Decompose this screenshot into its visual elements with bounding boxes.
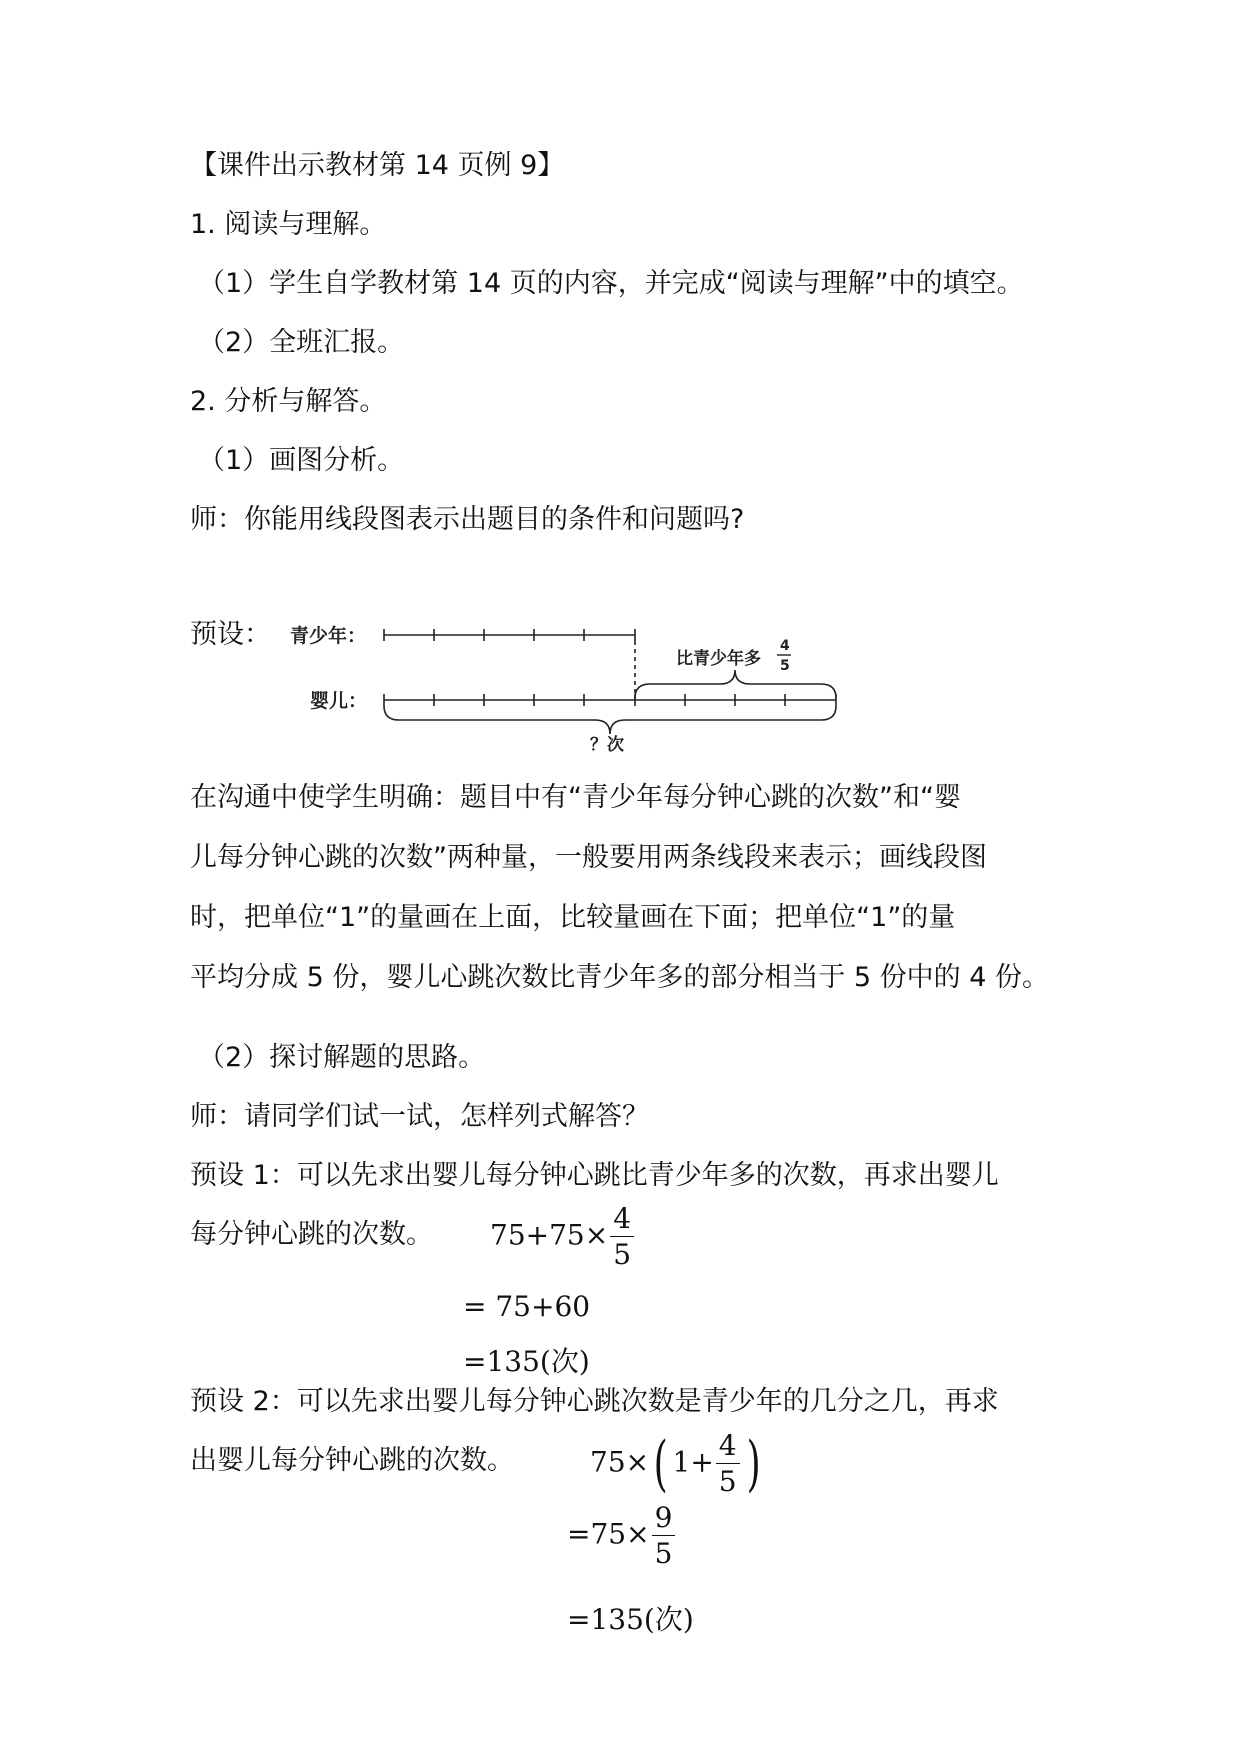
teacher-question-1: 师：你能用线段图表示出题目的条件和问题吗?: [190, 504, 745, 535]
calc2-fraction: [716, 1429, 740, 1498]
calc1-frac-den: 5: [613, 1238, 632, 1271]
total-brace: [384, 706, 836, 734]
calc2-inner: 1+: [672, 1445, 714, 1479]
calc2-line3: =135(次): [567, 1603, 694, 1636]
total-label: ？次: [590, 735, 624, 755]
lesson-header: 【课件出示教材第 14 页例 9】: [190, 150, 565, 181]
explanation-line: 时，把单位“1”的量画在上面，比较量画在下面；把单位“1”的量: [190, 902, 956, 933]
calc2-frac-den: 5: [718, 1465, 737, 1498]
calc1-expression: 75+75×: [490, 1218, 609, 1252]
calc2-frac2-den: 5: [654, 1537, 673, 1570]
calc2-paren-close: ): [746, 1429, 761, 1499]
section-2-item-2: （2）探讨解题的思路。: [198, 1042, 486, 1073]
extra-brace: [635, 670, 836, 698]
section-1-item-1: （1）学生自学教材第 14 页的内容，并完成“阅读与理解”中的填空。: [198, 268, 1024, 299]
explanation-line: 儿每分钟心跳的次数”两种量，一般要用两条线段来表示；画线段图: [190, 842, 987, 873]
calc2-line1: [590, 1429, 765, 1499]
preset-1-line-2: 每分钟心跳的次数。: [190, 1219, 433, 1250]
section-1-title: 1. 阅读与理解。: [190, 209, 387, 240]
calc2-frac2-num: 9: [652, 1504, 676, 1536]
preset-2-line-2: 出婴儿每分钟心跳的次数。: [190, 1445, 514, 1476]
preset-1-line-1: 预设 1：可以先求出婴儿每分钟心跳比青少年多的次数，再求出婴儿: [190, 1160, 999, 1191]
preset-2-line-1: 预设 2：可以先求出婴儿每分钟心跳次数是青少年的几分之几，再求: [190, 1386, 999, 1417]
calc1-line1: [490, 1202, 636, 1271]
section-2-item-1: （1）画图分析。: [198, 445, 405, 476]
calc1-line3: =135(次): [463, 1345, 590, 1378]
preset-label: 预设：: [190, 619, 271, 650]
baby-label: 婴儿：: [310, 690, 368, 712]
section-2-title: 2. 分析与解答。: [190, 386, 387, 417]
explanation-line: 在沟通中使学生明确：题目中有“青少年每分钟心跳的次数”和“婴: [190, 782, 961, 813]
more-frac-num: 4: [780, 638, 790, 654]
calc2-expression-2: =75×: [567, 1517, 650, 1551]
calc1-frac-num: 4: [610, 1205, 634, 1237]
line-segment-diagram: [280, 600, 860, 760]
section-1-item-2: （2）全班汇报。: [198, 327, 405, 358]
calc2-line2: [567, 1501, 677, 1570]
calc2-fraction-2: [652, 1501, 676, 1570]
calc1-line2: = 75+60: [463, 1290, 591, 1323]
calc2-frac-num: 4: [716, 1432, 740, 1464]
calc1-fraction: [610, 1202, 634, 1271]
teacher-question-2: 师：请同学们试一试，怎样列式解答？: [190, 1101, 649, 1132]
explanation-paragraph: [190, 768, 1070, 1008]
calc2-paren-open: (: [653, 1429, 668, 1499]
explanation-line: 平均分成 5 份，婴儿心跳次数比青少年多的部分相当于 5 份中的 4 份。: [190, 962, 1050, 993]
more-frac-den: 5: [780, 658, 790, 674]
more-label: 比青少年多: [676, 649, 761, 669]
calc2-expression: 75×: [590, 1445, 650, 1479]
teen-label: 青少年：: [290, 625, 367, 647]
